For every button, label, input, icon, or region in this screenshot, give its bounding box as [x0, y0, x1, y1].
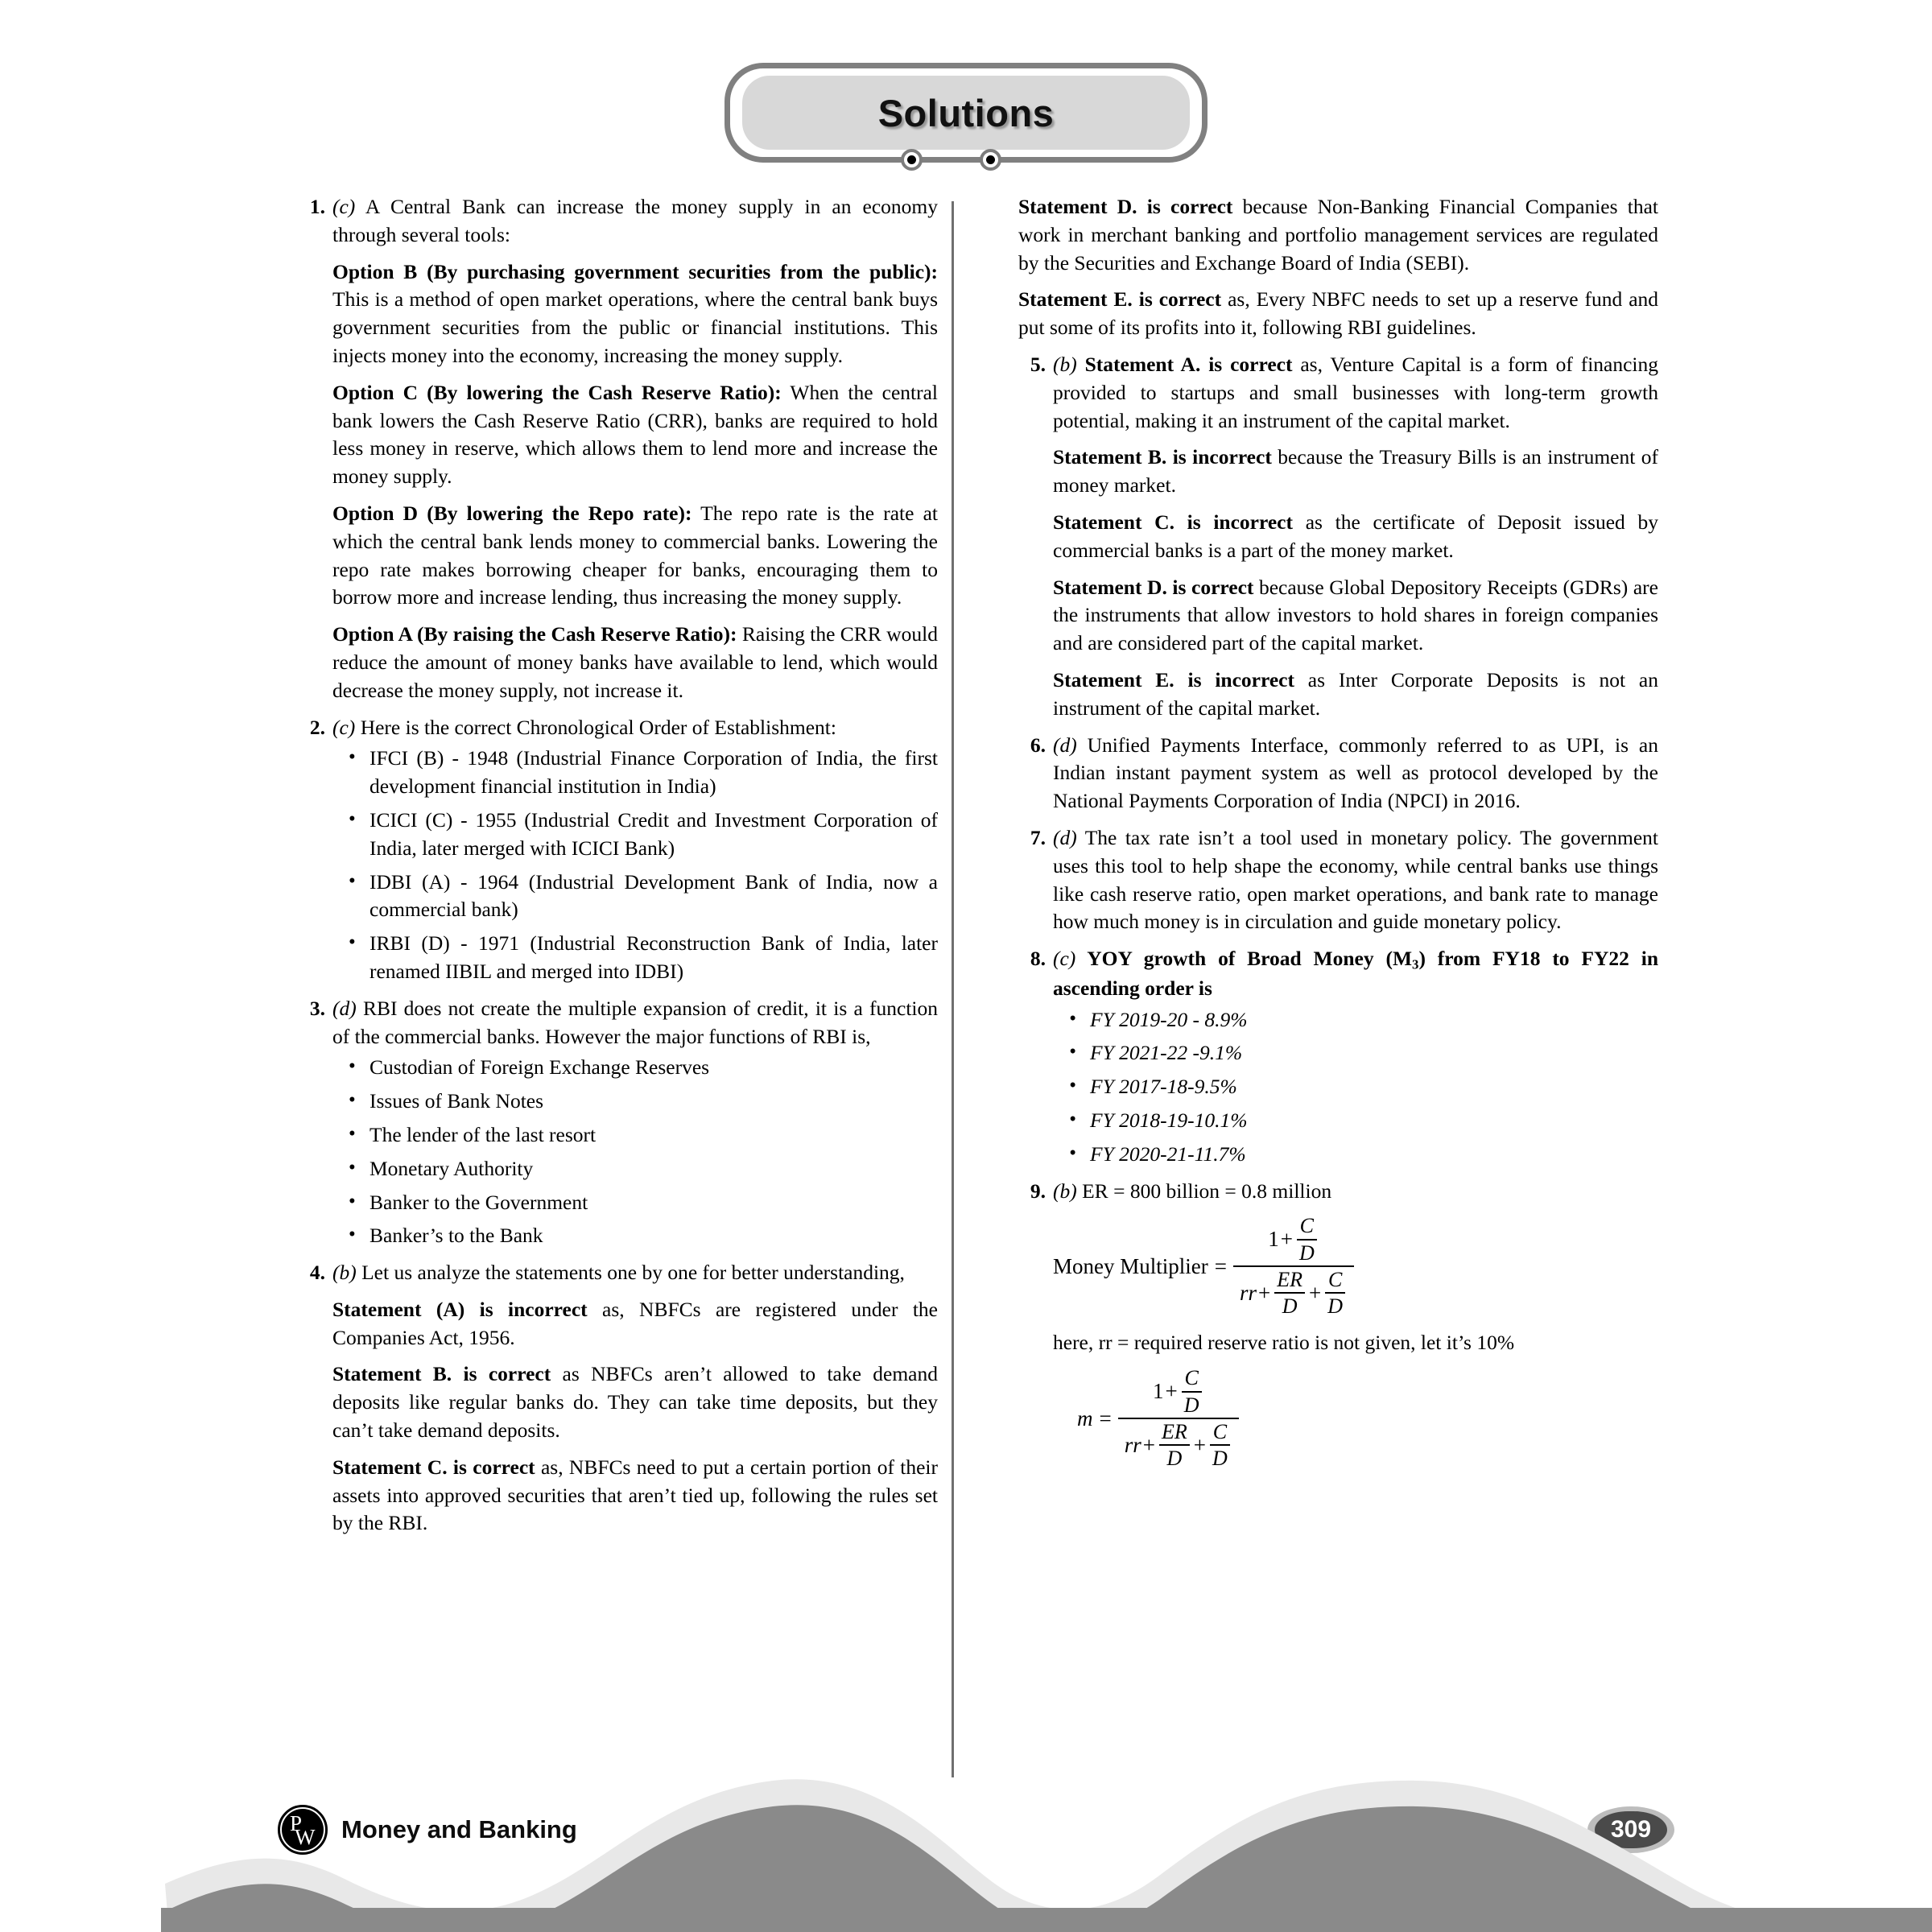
- list-item: • ICICI (C) - 1955 (Industrial Credit and Investment Corporation of India, later merged with ICICI Bank): [369, 807, 938, 863]
- money-multiplier-formula: [1053, 1213, 1658, 1319]
- solution-intro-text: A Central Bank can increase the money supply in an economy through several tools:: [332, 195, 938, 246]
- list-item: • FY 2017-18-9.5%: [1090, 1073, 1658, 1101]
- solution-content: [332, 995, 938, 1250]
- solution-option: (c): [332, 715, 356, 739]
- solution-number: 7.: [1030, 825, 1046, 849]
- solution-item-2: [298, 714, 938, 986]
- solution-intro: [332, 193, 938, 250]
- page-number: 309: [1610, 1816, 1652, 1843]
- solution-content: [1018, 193, 1658, 342]
- solution-intro: [1053, 1178, 1658, 1206]
- paragraph-text: as the certificate of Deposit issued by commercial banks is a part of the money market.: [1053, 510, 1658, 562]
- solution-item-4: [298, 1259, 938, 1538]
- growth-bullet-list: [1053, 1006, 1658, 1169]
- solution-option: (b): [1053, 1179, 1077, 1203]
- fraction-numerator: [1146, 1365, 1211, 1418]
- solution-item-5: [1018, 351, 1658, 723]
- heading-subscript: 3: [1412, 956, 1419, 972]
- solution-item-9: [1018, 1178, 1658, 1481]
- solution-content: [1053, 945, 1658, 1168]
- paragraph-text: as NBFCs aren’t allowed to take demand deposits like regular banks do. They can take time deposits, but they can’t take demand deposits.: [332, 1362, 938, 1443]
- var-d: D: [1183, 1393, 1199, 1417]
- m-formula: [1077, 1365, 1658, 1471]
- solution-paragraph: [1053, 667, 1658, 723]
- solution-number: 3.: [309, 996, 325, 1020]
- fraction: [1118, 1365, 1239, 1471]
- paragraph-text: The repo rate is the rate at which the central bank lends money to commercial banks. Lowering the repo rate makes borrowing cheaper for banks, encouraging them to borrow more and increase lending, thus increasing the money supply.: [332, 501, 938, 609]
- banner-dot-left-icon: [901, 149, 923, 171]
- var-c: C: [1299, 1214, 1315, 1238]
- fraction-denominator: [1118, 1419, 1239, 1472]
- paragraph-text: Raising the CRR would reduce the amount of money banks have available to lend, which would decrease the money supply, not increase it.: [332, 622, 938, 702]
- paragraph-lead: Statement (A) is incorrect: [332, 1297, 588, 1321]
- solutions-body: [298, 193, 1658, 1546]
- fraction-denominator: [1233, 1267, 1354, 1319]
- list-item: • Custodian of Foreign Exchange Reserves: [369, 1054, 938, 1082]
- fraction-numerator: [1261, 1213, 1326, 1265]
- paragraph-lead: Statement A. is correct: [1084, 352, 1293, 376]
- wave-base-fill: [161, 1908, 1932, 1932]
- heading-part-b: ) from FY18 to FY22 in ascending order is: [1053, 947, 1659, 1000]
- paragraph-text: When the central bank lowers the Cash Reserve Ratio (CRR), banks are required to hold less money in reserve, which allows them to lend more and increase the money supply.: [332, 380, 938, 489]
- solution-content: [1053, 732, 1658, 815]
- page-title: Solutions: [877, 91, 1055, 134]
- formula-label: m: [1077, 1406, 1093, 1430]
- solution-option: (d): [1053, 733, 1077, 757]
- list-item: • Issues of Bank Notes: [369, 1088, 938, 1116]
- plus-sign: +: [1193, 1432, 1206, 1457]
- var-rr: rr: [1239, 1280, 1257, 1305]
- solution-paragraph: [332, 500, 938, 612]
- list-item: • FY 2018-19-10.1%: [1090, 1107, 1658, 1135]
- right-column: [1018, 193, 1658, 1546]
- numeral-one: 1: [1268, 1227, 1279, 1252]
- solution-content: [332, 193, 938, 705]
- var-c: C: [1184, 1366, 1199, 1390]
- paragraph-lead: Option A (By raising the Cash Reserve Ratio):: [332, 622, 737, 646]
- solution-intro-text: Here is the correct Chronological Order of Establishment:: [355, 715, 836, 739]
- c-over-d: [1325, 1269, 1345, 1318]
- solution-intro: [332, 1259, 938, 1287]
- footer-wave-decoration: [0, 1747, 1932, 1932]
- chapter-title: Money and Banking: [341, 1815, 577, 1843]
- c-over-d: [1210, 1421, 1230, 1470]
- solution-paragraph: [1018, 286, 1658, 342]
- paragraph-lead: Statement D. is correct: [1053, 575, 1254, 599]
- paragraph-text: as, NBFCs are registered under the Companies Act, 1956.: [332, 1297, 938, 1349]
- solution-paragraph: [332, 1360, 938, 1444]
- paragraph-text: as, Every NBFC needs to set up a reserve fund and put some of its profits into it, following RBI guidelines.: [1018, 287, 1659, 340]
- list-item: • IDBI (A) - 1964 (Industrial Development Bank of India, now a commercial bank): [369, 869, 938, 925]
- solution-item-6: [1018, 732, 1658, 815]
- solution-option: (c): [332, 195, 356, 218]
- paragraph-lead: Statement E. is incorrect: [1053, 667, 1294, 691]
- solution-item-4-continued: [1018, 193, 1658, 342]
- logo-letter-p: P: [290, 1811, 303, 1835]
- solution-paragraph: [332, 258, 938, 370]
- list-item: • The lender of the last resort: [369, 1121, 938, 1150]
- paragraph-text: as Inter Corporate Deposits is not an instrument of the capital market.: [1053, 667, 1658, 720]
- list-item: • Monetary Authority: [369, 1155, 938, 1183]
- fraction-bar: [1325, 1292, 1345, 1294]
- solution-intro-text: Let us analyze the statements one by one for better understanding,: [356, 1261, 905, 1285]
- paragraph-text: because the Treasury Bills is an instrument of money market.: [1053, 445, 1658, 497]
- solution-paragraph: [332, 1296, 938, 1352]
- bullet-list: [332, 745, 938, 985]
- er-over-d: [1159, 1421, 1190, 1470]
- c-over-d: [1182, 1367, 1202, 1416]
- solution-intro-text: Unified Payments Interface, commonly referred to as UPI, is an Indian instant payment system as well as protocol developed by the National Payments Corporation of India (NPCI) in 2016.: [1053, 733, 1658, 813]
- heading-part-a: YOY growth of Broad Money (M: [1075, 947, 1413, 971]
- solution-intro: [332, 714, 938, 742]
- solution-content: [1053, 351, 1658, 723]
- plus-sign: +: [1142, 1432, 1155, 1457]
- paragraph-text: as, Venture Capital is a form of financing provided to startups and small businesses with long-term growth potential, making it an instrument of the capital market.: [1053, 352, 1658, 432]
- fraction-bar: [1182, 1391, 1202, 1393]
- plus-sign: +: [1280, 1227, 1293, 1252]
- numeral-one: 1: [1152, 1379, 1164, 1404]
- solution-paragraph: [332, 621, 938, 704]
- var-rr: rr: [1124, 1432, 1141, 1457]
- solution-option: (b): [332, 1261, 357, 1285]
- page-header: [0, 63, 1932, 163]
- solution-number: 1.: [309, 195, 325, 218]
- solution-number: 2.: [309, 715, 325, 739]
- plus-sign: +: [1165, 1379, 1178, 1404]
- solution-content: [332, 714, 938, 986]
- logo-letter-w: W: [295, 1825, 316, 1849]
- solution-number: 5.: [1030, 352, 1046, 376]
- list-item: • FY 2021-22 -9.1%: [1090, 1039, 1658, 1067]
- solution-paragraph: [1053, 574, 1658, 658]
- er-over-d: [1274, 1269, 1305, 1318]
- paragraph-lead: Statement C. is incorrect: [1053, 510, 1293, 534]
- solution-number: 9.: [1030, 1179, 1046, 1203]
- paragraph-text: because Non-Banking Financial Companies that work in merchant banking and portfolio management services are regulated by the Securities and Exchange Board of India (SEBI).: [1018, 195, 1659, 275]
- paragraph-lead: Statement B. is correct: [332, 1362, 551, 1386]
- paragraph-text: This is a method of open market operations, where the central bank buys government securities from the public or financial institutions. This injects money into the economy, increasing the money supply.: [332, 287, 938, 367]
- var-er: ER: [1277, 1267, 1302, 1291]
- solution-intro-text: RBI does not create the multiple expansion of credit, it is a function of the commercial banks. However the major functions of RBI is,: [332, 996, 938, 1048]
- solution-paragraph: [1053, 509, 1658, 565]
- formula-label: Money Multiplier: [1053, 1253, 1208, 1278]
- solution-option: (b): [1053, 352, 1077, 376]
- paragraph-lead: Statement C. is correct: [332, 1455, 535, 1479]
- solution-intro: [1053, 824, 1658, 936]
- formula-note: here, rr = required reserve ratio is not given, let it’s 10%: [1053, 1330, 1515, 1354]
- var-d: D: [1212, 1447, 1228, 1471]
- solution-heading: [1053, 945, 1658, 1002]
- paragraph-text: because Global Depository Receipts (GDRs) are the instruments that allow investors to hold shares in foreign companies and are considered part of the capital market.: [1053, 575, 1658, 655]
- fraction-bar: [1274, 1292, 1305, 1294]
- paragraph-lead: Statement E. is correct: [1018, 287, 1222, 312]
- solution-option: (d): [332, 996, 357, 1020]
- var-c: C: [1212, 1419, 1228, 1443]
- solution-intro: [332, 995, 938, 1051]
- solution-number: 6.: [1030, 733, 1046, 757]
- solution-intro-text: The tax rate isn’t a tool used in monetary policy. The government uses this tool to help shape the economy, while central banks use things like cash reserve ratio, open market operations, and bank rate to manage how much money is in circulation and guide monetary policy.: [1053, 825, 1658, 934]
- solution-number: 4.: [309, 1261, 325, 1285]
- solution-paragraph: [332, 379, 938, 491]
- fraction-bar: [1297, 1239, 1317, 1241]
- equals-sign: =: [1214, 1253, 1227, 1278]
- solution-option: (d): [1053, 825, 1077, 849]
- var-d: D: [1166, 1447, 1183, 1471]
- solution-number: 8.: [1030, 947, 1046, 971]
- solutions-banner: [724, 63, 1208, 163]
- paragraph-lead: Option B (By purchasing government securities from the public):: [332, 259, 938, 283]
- solution-item-7: [1018, 824, 1658, 936]
- solution-item-3: [298, 995, 938, 1250]
- list-item: • Banker’s to the Bank: [369, 1222, 938, 1250]
- var-c: C: [1327, 1267, 1343, 1291]
- paragraph-lead: Statement B. is incorrect: [1053, 445, 1272, 469]
- solution-content: [1053, 824, 1658, 936]
- list-item: • FY 2019-20 - 8.9%: [1090, 1006, 1658, 1034]
- paragraph-lead: Statement D. is correct: [1018, 195, 1233, 218]
- plus-sign: +: [1308, 1280, 1322, 1305]
- banner-inner-plate: [742, 76, 1190, 150]
- solution-content: [1053, 1178, 1658, 1481]
- solution-option: (c): [1053, 947, 1076, 971]
- paragraph-text: as, NBFCs need to put a certain portion of their assets into approved securities that aren’t tied up, following the rules set by the RBI.: [332, 1455, 938, 1535]
- plus-sign: +: [1257, 1280, 1271, 1305]
- solution-intro-text: ER = 800 billion = 0.8 million: [1076, 1179, 1332, 1203]
- banner-dot-right-icon: [980, 149, 1001, 171]
- fraction-bar: [1159, 1444, 1190, 1446]
- solution-item-1: [298, 193, 938, 705]
- list-item: • FY 2020-21-11.7%: [1090, 1141, 1658, 1169]
- equals-sign: =: [1099, 1406, 1112, 1430]
- var-d: D: [1327, 1294, 1343, 1319]
- list-item: • IRBI (D) - 1971 (Industrial Reconstruction Bank of India, later renamed IIBIL and merged into IDBI): [369, 930, 938, 986]
- c-over-d: [1297, 1215, 1317, 1264]
- list-item: • Banker to the Government: [369, 1189, 938, 1217]
- solution-paragraph: [1018, 193, 1658, 277]
- solution-content: [332, 1259, 938, 1538]
- solution-item-8: [1018, 945, 1658, 1168]
- fraction: [1233, 1213, 1354, 1319]
- var-er: ER: [1161, 1419, 1187, 1443]
- paragraph-lead: Option D (By lowering the Repo rate):: [332, 501, 692, 525]
- solution-paragraph: [332, 1454, 938, 1538]
- left-column: [298, 193, 946, 1546]
- solution-paragraph: [1053, 444, 1658, 500]
- paragraph-lead: Option C (By lowering the Cash Reserve Ratio):: [332, 380, 782, 404]
- var-d: D: [1282, 1294, 1298, 1319]
- list-item: • IFCI (B) - 1948 (Industrial Finance Corporation of India, the first development financial institution in India): [369, 745, 938, 801]
- solution-intro: [1053, 732, 1658, 815]
- solution-intro: [1053, 351, 1658, 435]
- var-d: D: [1298, 1241, 1315, 1265]
- bullet-list: [332, 1054, 938, 1250]
- fraction-bar: [1210, 1444, 1230, 1446]
